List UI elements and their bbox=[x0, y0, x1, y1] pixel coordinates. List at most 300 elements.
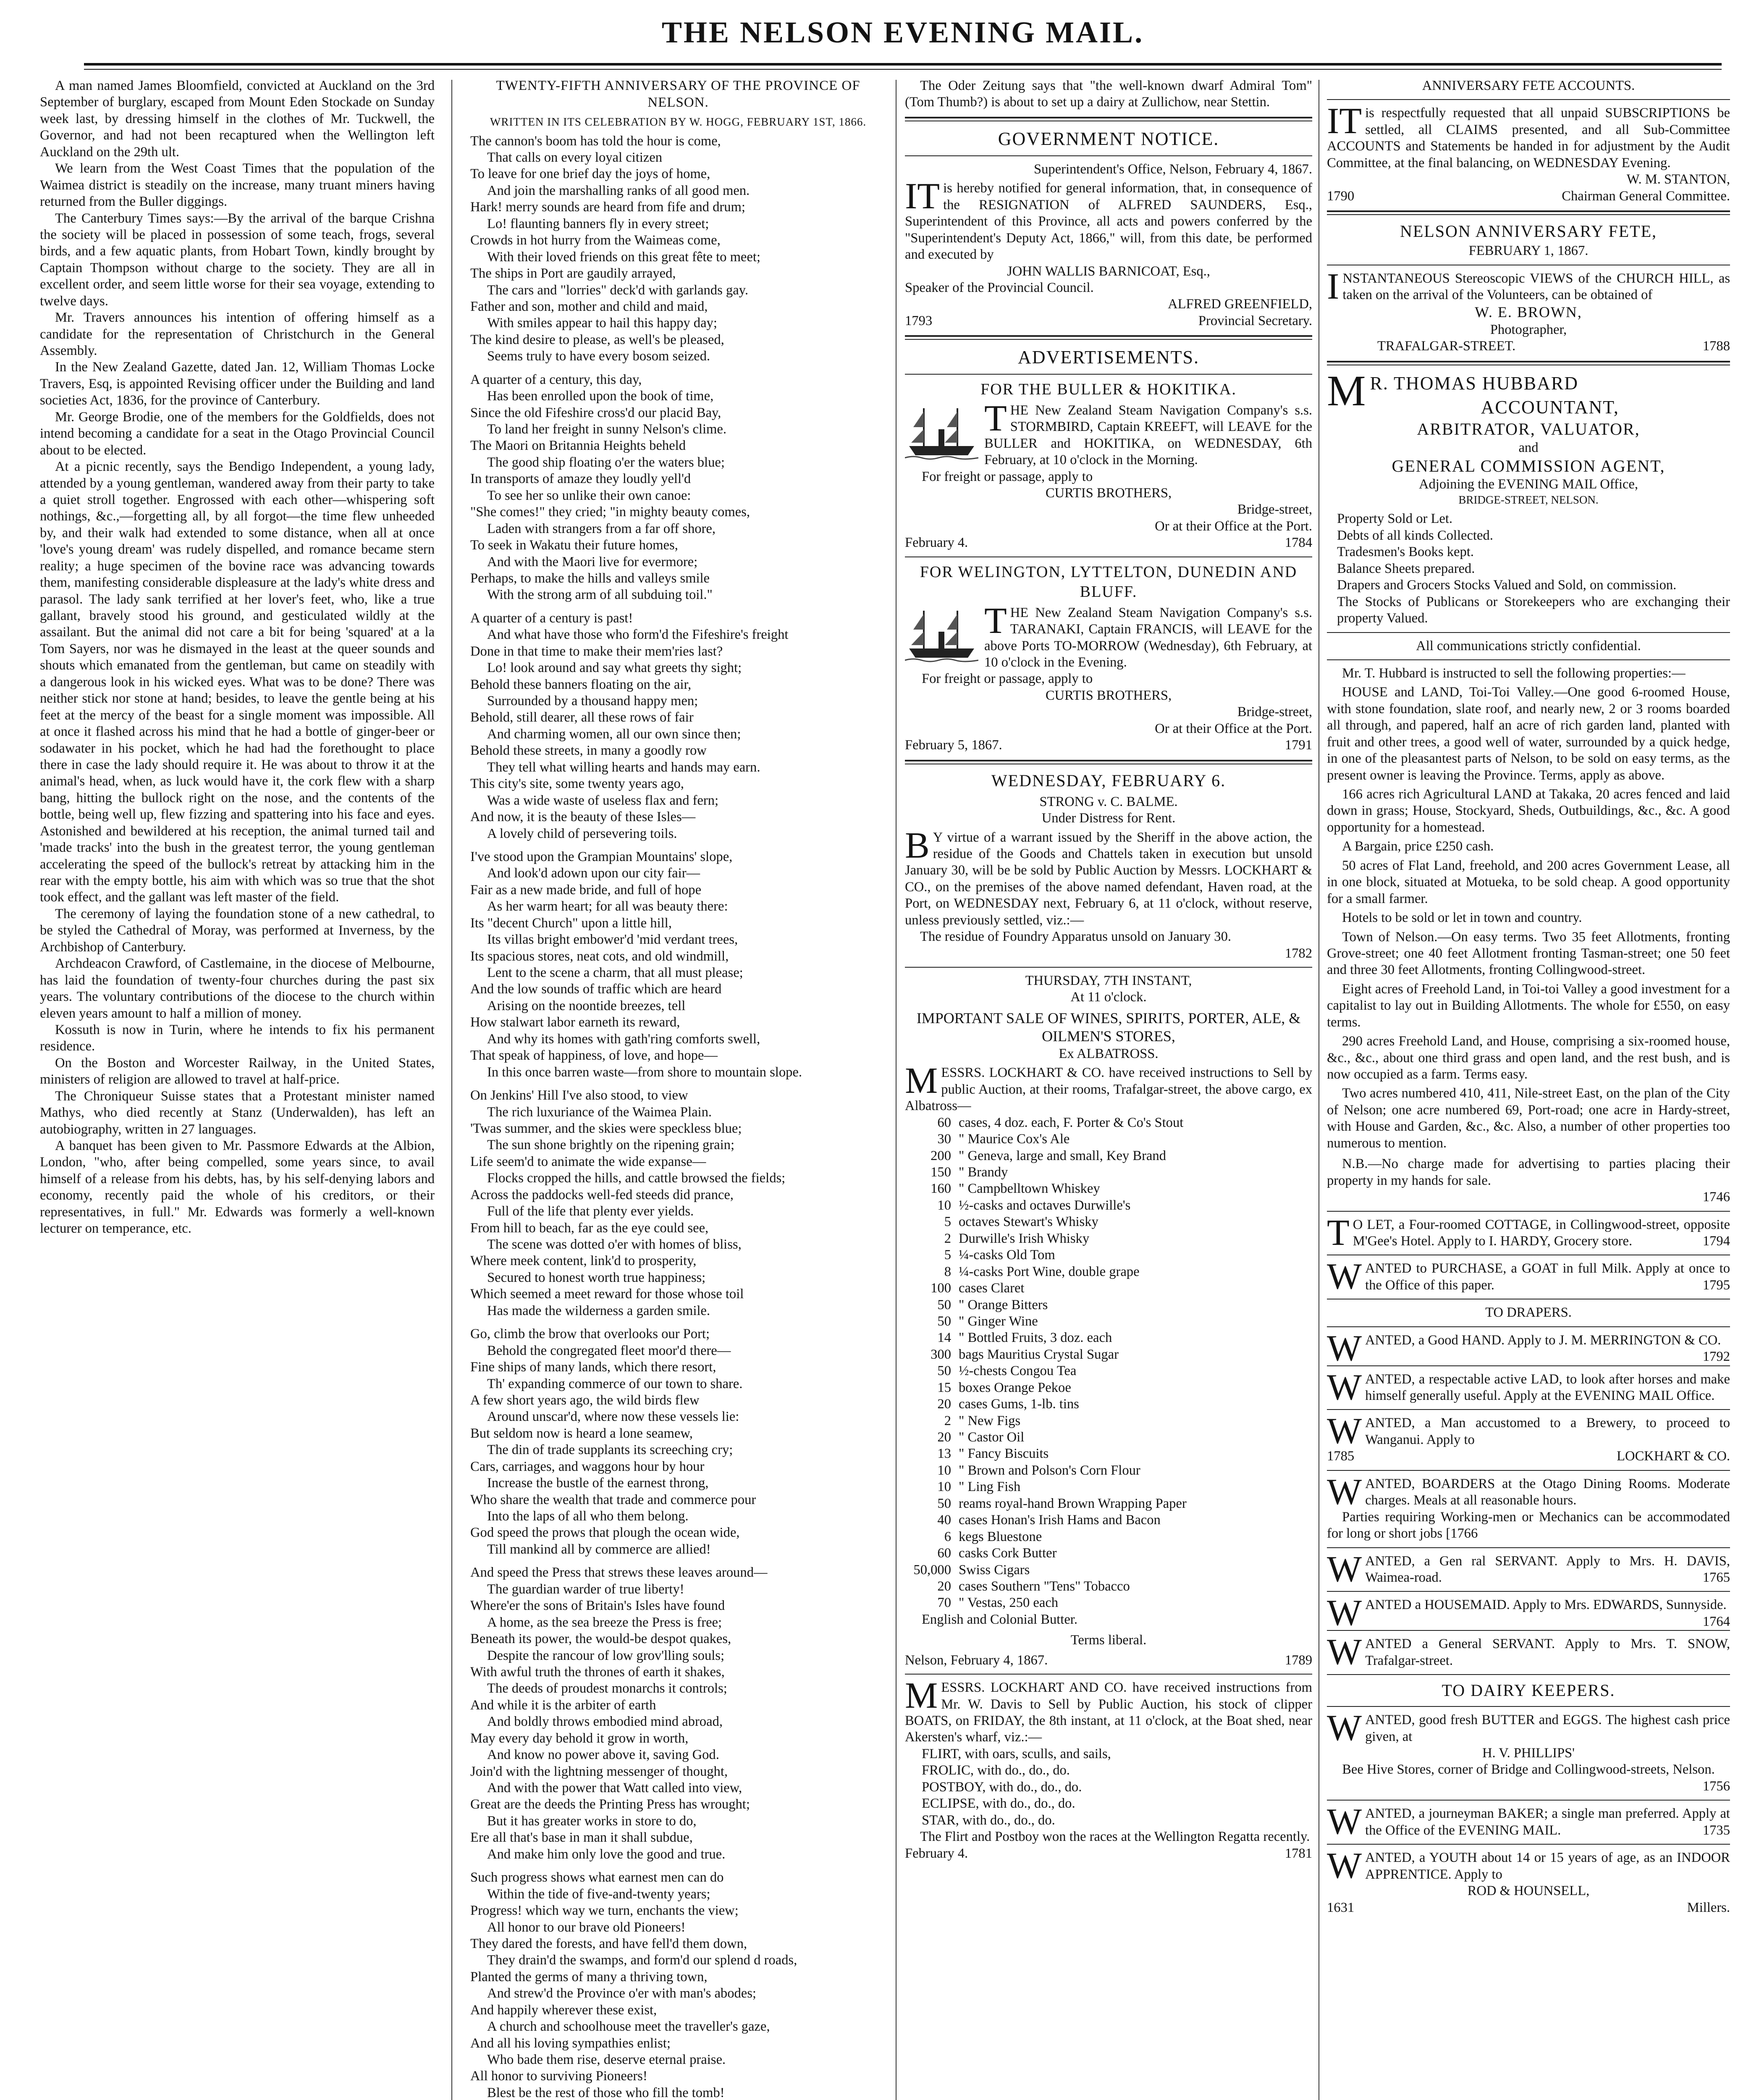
poem-line: The cannon's boom has told the hour is come, bbox=[470, 133, 721, 149]
ad-number: 1735 bbox=[1702, 1822, 1730, 1838]
sale-item-qty: 20 bbox=[937, 1430, 951, 1445]
poem-line: Despite the rancour of low grov'lling souls; bbox=[487, 1648, 725, 1663]
drop-cap: W bbox=[1327, 1549, 1362, 1590]
poem-line: Life seem'd to animate the wide expanse— bbox=[470, 1154, 706, 1169]
poem-line: The sun shone brightly on the ripening grain; bbox=[487, 1137, 735, 1153]
section-rule bbox=[905, 374, 1312, 375]
ad-number: 1756 bbox=[1702, 1778, 1730, 1794]
hubbard-intro: Mr. T. Hubbard is instructed to sell the following properties:— bbox=[1342, 665, 1686, 681]
shipping-ad-stormbird bbox=[905, 398, 1312, 469]
news-paragraph: On the Boston and Worcester Railway, in the United States, ministers of religion are allowed to travel at half-price. bbox=[40, 1055, 435, 1087]
sale-item-qty: 5 bbox=[944, 1214, 951, 1230]
section-rule bbox=[1327, 210, 1730, 215]
shipping-text: HE New Zealand Steam Navigation Company's s.s. TARANAKI, Captain FRANCIS, will LEAVE for the above Ports TO-MORROW (Wednesday), 6th February, at 10 o'clock in the Evening. bbox=[984, 605, 1312, 670]
drop-cap: W bbox=[1327, 1801, 1362, 1843]
poem-line: And speed the Press that strews these leaves around— bbox=[470, 1565, 768, 1580]
stereoscopic-text: NSTANTANEOUS Stereoscopic VIEWS of the CHURCH HILL, as taken on the arrival of the Volunteers, can be obtained of bbox=[1342, 270, 1730, 302]
property-listing: Hotels to be sold or let in town and country. bbox=[1342, 910, 1582, 926]
poem-line: Done in that time to make their mem'ries last? bbox=[470, 643, 723, 659]
poem-line: Cars, carriages, and waggons hour by hour bbox=[470, 1459, 705, 1474]
poem-line: Behold, still dearer, all these rows of fair bbox=[470, 710, 694, 725]
poem-line: Across the paddocks well-fed steeds did prance, bbox=[470, 1187, 734, 1202]
sale-item bbox=[905, 1197, 1312, 1214]
service-item: The Stocks of Publicans or Storekeepers who are exchanging their property Valued. bbox=[1337, 594, 1730, 626]
ad-footer bbox=[1327, 188, 1730, 205]
poem-line: With smiles appear to hail this happy day; bbox=[487, 315, 717, 331]
section-rule bbox=[1327, 1591, 1730, 1592]
sale-item-desc: " Fancy Biscuits bbox=[959, 1446, 1049, 1462]
news-paragraph: The Canterbury Times says:—By the arrival of the barque Crishna the society will be placed in possession of some teach, frogs, several birds, and a few aquatic plants, from Hobart Town, kindly brought by Captain Thompson without charge to the society. They are all in excellent order, and seem little worse for their sea voyage, extending to twelve days. bbox=[40, 210, 435, 309]
poem-line: And while it is the arbiter of earth bbox=[470, 1697, 656, 1713]
section-rule bbox=[1327, 1409, 1730, 1410]
sale-item-desc: reams royal-hand Brown Wrapping Paper bbox=[959, 1496, 1187, 1511]
column-divider bbox=[451, 80, 452, 2100]
drop-cap: M bbox=[905, 1060, 938, 1102]
sale-item-desc: octaves Stewart's Whisky bbox=[959, 1214, 1098, 1230]
gov-text: is hereby notified for general information, that, in consequence of the RESIGNATION of ALFRED SAUNDERS, Esq., Superintendent of this Province, all acts and powers conferred by the "Superintendent's Deputy Act, 1866," will, from this date, be performed and executed by bbox=[905, 181, 1312, 262]
servant-ad bbox=[1327, 1549, 1730, 1590]
butter-text: ANTED, good fresh BUTTER and EGGS. The highest cash price given, at bbox=[1365, 1712, 1730, 1744]
sale-item-qty: 6 bbox=[944, 1529, 951, 1544]
poem-line: Progress! which way we turn, enchants the view; bbox=[470, 1903, 739, 1919]
poem-line: Till mankind all by commerce are allied! bbox=[487, 1541, 711, 1557]
sale-item-desc: " Bottled Fruits, 3 doz. each bbox=[959, 1330, 1112, 1346]
sale-item bbox=[905, 1595, 1312, 1611]
ad-number: 1746 bbox=[1702, 1189, 1730, 1205]
to-let-ad bbox=[1327, 1212, 1730, 1253]
stereoscopic-ad bbox=[1327, 266, 1730, 307]
drop-cap: T bbox=[984, 600, 1007, 641]
poem-line: Such progress shows what earnest men can do bbox=[470, 1870, 724, 1885]
poem-line: Seems truly to have every bosom seized. bbox=[487, 349, 710, 364]
masthead-rule bbox=[84, 63, 1722, 66]
poem-line: Behold the congregated fleet moor'd there— bbox=[487, 1343, 731, 1358]
news-paragraph: The ceremony of laying the foundation stone of a new cathedral, to be styled the Cathedral of Moray, was performed at Inverness, by the Archbishop of Canterbury. bbox=[40, 906, 435, 955]
property-listing: 166 acres rich Agricultural LAND at Takaka, 20 acres fenced and laid down in grass; House, Stockyard, Sheds, Outbuildings, &c., &c. A good opportunity for a homestead. bbox=[1327, 787, 1730, 835]
advertisements-heading: ADVERTISEMENTS. bbox=[1018, 347, 1199, 368]
poem-line: As her warm heart; for all was beauty there: bbox=[487, 899, 728, 914]
property-listing: Eight acres of Freehold Land, in Toi-toi Valley a good investment for a capitalist to lay out in Building Allotments. The whole for £550, on easy terms. bbox=[1327, 981, 1730, 1030]
property-listing: Town of Nelson.—On easy terms. Two 35 feet Allotments, fronting Grove-street; one 40 feet Allotment fronting Tasman-street; one 50 feet and three 30 feet Allotments, fronting Collingwood-street. bbox=[1327, 929, 1730, 978]
goat-ad bbox=[1327, 1256, 1730, 1297]
boarders-text: ANTED, BOARDERS at the Otago Dining Rooms. Moderate charges. Meals at all reasonable hours. bbox=[1365, 1476, 1730, 1508]
photographer-role: Photographer, bbox=[1490, 322, 1567, 337]
shipping-text: HE New Zealand Steam Navigation Company's s.s. STORMBIRD, Captain KREEFT, will LEAVE for the BULLER and HOKITIKA, on WEDNESDAY, 6th February, at 10 o'clock in the Morning. bbox=[984, 402, 1312, 468]
poem-line: And boldly throws embodied mind abroad, bbox=[487, 1714, 723, 1730]
sale-item bbox=[905, 1231, 1312, 1247]
lad-ad bbox=[1327, 1367, 1730, 1408]
poem-line: The good ship floating o'er the waters blue; bbox=[487, 454, 725, 470]
poem-line: I've stood upon the Grampian Mountains' slope, bbox=[470, 849, 733, 864]
poem-line: And with the Maori live for evermore; bbox=[487, 554, 698, 570]
sale-item bbox=[905, 1148, 1312, 1164]
poem-line: Its villas bright embower'd 'mid verdant trees, bbox=[487, 932, 738, 948]
poem-line: Within the tide of five-and-twenty years; bbox=[487, 1886, 710, 1902]
poem-line: The scene was dotted o'er with homes of bliss, bbox=[487, 1237, 742, 1252]
poem-stanza bbox=[470, 1564, 886, 1863]
poem-line: Perhaps, to make the hills and valleys smile bbox=[470, 570, 710, 586]
news-paragraph: Mr. Travers announces his intention of offering himself as a candidate for the representation of Christchurch in the General Assembly. bbox=[40, 310, 435, 358]
poem-line: "She comes!" they cried; "in mighty beauty comes, bbox=[470, 504, 750, 520]
sale-item-desc: bags Mauritius Crystal Sugar bbox=[959, 1347, 1119, 1362]
poem-line: A church and schoolhouse meet the traveller's gaze, bbox=[487, 2019, 770, 2034]
section-rule bbox=[1327, 632, 1730, 633]
sale-item bbox=[905, 1562, 1312, 1578]
sale-item-qty: 2 bbox=[944, 1231, 951, 1246]
sale-item bbox=[905, 1313, 1312, 1330]
auction-residue: The residue of Foundry Apparatus unsold on January 30. bbox=[920, 929, 1232, 945]
section-rule bbox=[1327, 1630, 1730, 1631]
ad-number: 1764 bbox=[1702, 1614, 1730, 1629]
sale-item-desc: kegs Bluestone bbox=[959, 1529, 1042, 1544]
sale-item-qty: 30 bbox=[937, 1131, 951, 1147]
drop-cap: M bbox=[905, 1675, 938, 1717]
boats-text: ESSRS. LOCKHART AND CO. have received instructions from Mr. W. Davis to Sell by Public Auction, his stock of clipper BOATS, on FRIDAY, the 8th instant, at 11 o'clock, at the Boat shed, near Akersten's wharf, viz.:— bbox=[905, 1680, 1312, 1745]
gov-notice-body bbox=[905, 176, 1312, 263]
poem-line: Crowds in hot hurry from the Waimeas come, bbox=[470, 233, 721, 248]
poem-line: 'Twas summer, and the skies were speckless blue; bbox=[470, 1121, 742, 1136]
photographer-name: W. E. BROWN, bbox=[1475, 304, 1582, 321]
sale-item-desc: " Brown and Polson's Corn Flour bbox=[959, 1462, 1140, 1478]
sale-item-qty: 160 bbox=[931, 1181, 951, 1197]
drop-cap: W bbox=[1327, 1256, 1362, 1297]
sale-item bbox=[905, 1363, 1312, 1379]
sale-item bbox=[905, 1479, 1312, 1495]
sale-list-tail: English and Colonial Butter. bbox=[922, 1612, 1078, 1627]
sale-item bbox=[905, 1396, 1312, 1412]
sale-item bbox=[905, 1512, 1312, 1528]
sale-item-qty: 50 bbox=[937, 1496, 951, 1511]
ad-number: [1766 bbox=[1446, 1526, 1478, 1541]
boats-tail: The Flirt and Postboy won the races at the Wellington Regatta recently. bbox=[920, 1829, 1310, 1845]
boats-list bbox=[905, 1746, 1312, 1829]
section-rule bbox=[1327, 1844, 1730, 1845]
stanton-signature: W. M. STANTON, bbox=[1626, 172, 1730, 187]
column-news bbox=[40, 78, 435, 2100]
drop-cap: T bbox=[984, 398, 1007, 439]
sale-item bbox=[905, 1264, 1312, 1280]
poem-line: And strew'd the Province o'er with man's abodes; bbox=[487, 1986, 756, 2001]
poem-line: Has made the wilderness a garden smile. bbox=[487, 1303, 710, 1318]
poem-line: Arising on the noontide breezes, tell bbox=[487, 998, 686, 1013]
sale-item-qty: 300 bbox=[931, 1347, 951, 1362]
auction-time: At 11 o'clock. bbox=[1070, 990, 1147, 1005]
news-paragraph: At a picnic recently, says the Bendigo Independent, a young lady, attended by a young gentleman, wandered away from their party to take a quiet stroll together. Engrossed with each other—whispering soft nothings, &c.,—forgetting all, by all forgot—the time flew unheeded by, and their walk had extended to some distance, when all at once 'love's young dream' was rudely dispelled, and romance became stern reality; a huge specimen of the bovine race was advancing towards them, manifesting considerable displeasure at the lady's white dress and parasol. The lady sank terrified at her lover's feet, who, like a true gallant, bravely stood his ground, and gesticulated wildly at the assailant. But the animal did not care a bit for being 'squared' at a la Tom Sayers, nor was he dismayed in the least at the queer sounds and shouts which emanated from the gentleman, but came on steadily with a dangerous look in his wicked eyes. What was to be done? There was neither stick nor stone at hand; besides, to leave the gentle being at his feet at the mercy of the beast for a single moment was impossible. All at once it flashed across his mind that he had a bottle of ginger-beer or sodawater in his pocket, which he had had the forethought to place there in case the lady should require it. He was about to throw it at the animal's head, when, as luck would have it, the cork flew with a sharp bang, hitting the bullock right on the nose, and the contents of the bottle, being well up, flew fizzing and spattering into his face and eyes. Astonished and bewildered at his reception, the animal turned tail and 'made tracks' into the bush in the greatest terror, the young gentleman accelerating the speed of the bullock's retreat by attacking him in the rear with the empty bottle, his aim with which was so true that the shot took effect, and the gallant was left master of the field. bbox=[40, 459, 435, 905]
sale-item-desc: casks Cork Butter bbox=[959, 1546, 1057, 1561]
masthead bbox=[84, 9, 1722, 72]
agent-office: Or at their Office at the Port. bbox=[1155, 721, 1312, 736]
poem-line: And all his loving sympathies enlist; bbox=[470, 2035, 671, 2051]
sale-item bbox=[905, 1413, 1312, 1429]
ad-number: 1765 bbox=[1702, 1570, 1730, 1585]
government-notice-heading: GOVERNMENT NOTICE. bbox=[998, 128, 1219, 149]
sale-item bbox=[905, 1214, 1312, 1230]
news-paragraph: The Chroniqueur Suisse states that a Protestant minister named Mathys, who died recently at Stanz (Underwalden), has left an autobiography, written in 27 languages. bbox=[40, 1088, 435, 1137]
service-item: Debts of all kinds Collected. bbox=[1337, 528, 1493, 543]
poem-line: The cars and "lorries" deck'd with garlands gay. bbox=[487, 282, 748, 298]
ad-number: 1794 bbox=[1702, 1233, 1730, 1249]
shipping-heading-buller: FOR THE BULLER & HOKITIKA. bbox=[980, 381, 1237, 399]
poem-line: Th' expanding commerce of our town to share. bbox=[487, 1376, 743, 1391]
poem-line: Fair as a new made bride, and full of hope bbox=[470, 882, 702, 898]
poem-line: They dared the forests, and have fell'd them down, bbox=[470, 1936, 747, 1951]
sale-item-desc: cases, 4 doz. each, F. Porter & Co's Stout bbox=[959, 1115, 1184, 1130]
sale-item-qty: 150 bbox=[931, 1165, 951, 1180]
sale-item-qty: 100 bbox=[931, 1281, 951, 1296]
poem-line: And join the marshalling ranks of all good men. bbox=[487, 183, 750, 198]
property-listing: HOUSE and LAND, Toi-Toi Valley.—One good 6-roomed House, with stone foundation, slate roof, and nearly new, 2 or 3 rooms boarded all through, and papered, half an acre of rich garden land, planted with fruit and other trees, a good well of water, surrounded by a quick hedge, in one of the pleasantest parts of Nelson, to be sold on easy terms, as the present owner is leaving the Province. Terms, apply as above. bbox=[1327, 685, 1730, 783]
hubbard-confidential: All communications strictly confidential. bbox=[1416, 638, 1641, 654]
hubbard-arbitrator: ARBITRATOR, VALUATOR, bbox=[1417, 420, 1640, 439]
signatory-role: Chairman General Committee. bbox=[1562, 188, 1730, 204]
poem-line: And charming women, all our own since then; bbox=[487, 726, 741, 742]
poem-line: Surrounded by a thousand happy men; bbox=[487, 693, 698, 709]
poem-line: The ships in Port are gaudily arrayed, bbox=[470, 266, 676, 281]
sale-item bbox=[905, 1297, 1312, 1313]
sale-item-desc: " New Figs bbox=[959, 1413, 1021, 1428]
housemaid-text: ANTED a HOUSEMAID. Apply to Mrs. EDWARDS, Sunnyside. bbox=[1365, 1597, 1727, 1613]
poem-line: To leave for one brief day the joys of home, bbox=[470, 166, 710, 182]
ad-number: 1781 bbox=[1285, 1845, 1312, 1861]
section-rule bbox=[1327, 1470, 1730, 1471]
sale-item-qty: 13 bbox=[937, 1446, 951, 1462]
ad-number: 1782 bbox=[1285, 945, 1312, 961]
poem-line: The kind desire to please, as well's be pleased, bbox=[470, 332, 724, 347]
service-item: Tradesmen's Books kept. bbox=[1337, 544, 1474, 560]
photographer-address: TRAFALGAR-STREET. bbox=[1377, 339, 1516, 354]
sale-item bbox=[905, 1347, 1312, 1363]
sale-item-desc: " Campbelltown Whiskey bbox=[959, 1181, 1100, 1197]
general-servant-ad bbox=[1327, 1632, 1730, 1673]
poem-line: The deeds of proudest monarchs it controls; bbox=[487, 1681, 727, 1696]
drop-cap: W bbox=[1327, 1328, 1362, 1369]
agent-office: Or at their Office at the Port. bbox=[1155, 518, 1312, 534]
drapers-heading: TO DRAPERS. bbox=[1485, 1305, 1572, 1320]
sale-item-desc: ¼-casks Port Wine, double grape bbox=[959, 1264, 1140, 1279]
sale-item-qty: 10 bbox=[937, 1197, 951, 1213]
poem-line: Lo! flaunting banners fly in every street; bbox=[487, 216, 709, 231]
property-listing: A Bargain, price £250 cash. bbox=[1342, 839, 1494, 854]
poem-line: The Maori on Britannia Heights beheld bbox=[470, 438, 686, 454]
poem-title: TWENTY-FIFTH ANNIVERSARY OF THE PROVINCE OF NELSON. bbox=[496, 78, 860, 110]
sale-item bbox=[905, 1247, 1312, 1263]
poem-line: All honor to surviving Pioneers! bbox=[470, 2068, 648, 2084]
sale-title: IMPORTANT SALE OF WINES, SPIRITS, PORTER, ALE, & OILMEN'S STORES, bbox=[916, 1009, 1301, 1045]
hubbard-name: R. THOMAS HUBBARD bbox=[1370, 373, 1578, 394]
poem-stanza bbox=[470, 1087, 886, 1319]
poem-line: And happily wherever these exist, bbox=[470, 2002, 657, 2018]
section-rule bbox=[1327, 1547, 1730, 1548]
drop-cap: W bbox=[1327, 1471, 1362, 1512]
ad-date: February 4. bbox=[905, 535, 968, 551]
poem-line: But seldom now is heard a lone seamew, bbox=[470, 1425, 693, 1441]
news-paragraph: In the New Zealand Gazette, dated Jan. 12, William Thomas Locke Travers, Esq, is appointed Revising officer under the Building and land societies Act, 1836, for the province of Canterbury. bbox=[40, 360, 435, 408]
sale-item-qty: 60 bbox=[937, 1546, 951, 1561]
sale-item-qty: 70 bbox=[937, 1595, 951, 1611]
section-rule bbox=[905, 556, 1312, 557]
sale-item-qty: 10 bbox=[937, 1479, 951, 1495]
sale-item-qty: 50 bbox=[937, 1297, 951, 1312]
section-rule bbox=[905, 1674, 1312, 1675]
poem-line: And know no power above it, saving God. bbox=[487, 1747, 719, 1763]
shipping-heading-wellington: FOR WELINGTON, LYTTELTON, DUNEDIN AND BLUFF. bbox=[920, 563, 1298, 601]
poem-line: A quarter of a century is past! bbox=[470, 610, 633, 626]
boat-item: STAR, with do., do., do. bbox=[922, 1812, 1055, 1828]
drop-cap: T bbox=[1327, 1212, 1350, 1253]
poem-line: Who bade them rise, deserve eternal praise. bbox=[487, 2052, 726, 2068]
poem-line: The rich luxuriance of the Waimea Plain. bbox=[487, 1104, 712, 1120]
poem-line: And the low sounds of traffic which are heard bbox=[470, 982, 722, 997]
poem-line: But it has greater works in store to do, bbox=[487, 1813, 697, 1829]
sale-item-qty: 15 bbox=[937, 1380, 951, 1395]
hubbard-nb: N.B.—No charge made for advertising to parties placing their property in my hands for sale. bbox=[1327, 1156, 1730, 1188]
boat-item: FLIRT, with oars, sculls, and sails, bbox=[922, 1746, 1111, 1761]
sale-item bbox=[905, 1115, 1312, 1131]
ad-footer bbox=[905, 535, 1312, 551]
poem-line: Its spacious stores, neat cots, and old windmill, bbox=[470, 948, 729, 964]
boarders-text-2-content: Parties requiring Working-men or Mechanics can be accommodated for long or short jobs bbox=[1327, 1509, 1730, 1541]
poem-line: Join'd with the lightning messenger of thought, bbox=[470, 1764, 728, 1779]
sale-item-qty: 50 bbox=[937, 1363, 951, 1379]
sale-item-desc: " Ginger Wine bbox=[959, 1313, 1038, 1329]
poem-line: Around unscar'd, where now these vessels lie: bbox=[487, 1409, 739, 1425]
section-rule bbox=[1327, 1211, 1730, 1212]
ad-number: 1631 bbox=[1327, 1900, 1355, 1915]
sale-item-list bbox=[905, 1115, 1312, 1612]
property-listing: 50 acres of Flat Land, freehold, and 200 acres Government Lease, all in one block, situated at Motueka, to be sold cheap. A good opportunity for a small farmer. bbox=[1327, 858, 1730, 906]
ad-number: 1795 bbox=[1702, 1277, 1730, 1293]
column-advertisements bbox=[1327, 78, 1730, 2100]
poem-line: A home, as the sea breeze the Press is free; bbox=[487, 1614, 722, 1630]
poem-line: And why its homes with gath'ring comforts swell, bbox=[487, 1031, 760, 1047]
sale-item-desc: boxes Orange Pekoe bbox=[959, 1380, 1071, 1395]
drop-cap: W bbox=[1327, 1411, 1362, 1452]
ad-number: 1784 bbox=[1285, 535, 1312, 551]
sale-terms: Terms liberal. bbox=[1070, 1633, 1147, 1648]
poem-line: To see her so unlike their own canoe: bbox=[487, 488, 691, 503]
poem-stanza bbox=[470, 372, 886, 604]
sale-item-qty: 40 bbox=[937, 1512, 951, 1528]
poem-line: Who share the wealth that trade and commerce pour bbox=[470, 1492, 756, 1507]
ad-date: February 4. bbox=[905, 1845, 968, 1861]
poem-stanza bbox=[470, 849, 886, 1081]
brewery-signature: LOCKHART & CO. bbox=[1617, 1449, 1730, 1464]
agent-street: Bridge-street, bbox=[1237, 704, 1312, 720]
auction-heading-thursday: THURSDAY, 7TH INSTANT, bbox=[1025, 973, 1192, 988]
poem-line: May every day behold it grow in worth, bbox=[470, 1730, 689, 1746]
auction-text: Y virtue of a warrant issued by the Sheriff in the above action, the residue of the Goods and Chattels taken in execution but unsold January 30, will be be sold by Public Auction by Messrs. LOCKHART & CO., on the premises of the above named defendant, Haven road, at the Port, on WEDNESDAY next, February 6, at 11 o'clock, without reserve, unless previously settled, viz.:— bbox=[905, 830, 1312, 928]
drop-cap: W bbox=[1327, 1367, 1362, 1408]
poem-line: From hill to beach, far as the eye could see, bbox=[470, 1220, 709, 1236]
sale-item-desc: " Castor Oil bbox=[959, 1430, 1025, 1445]
poem-stanza bbox=[470, 1326, 886, 1558]
hubbard-commission-agent: GENERAL COMMISSION AGENT, bbox=[1392, 457, 1665, 475]
drop-cap: W bbox=[1327, 1845, 1362, 1887]
poem-line: With awful truth the thrones of earth it shakes, bbox=[470, 1664, 725, 1680]
auction-notice-body bbox=[905, 825, 1312, 929]
sale-item bbox=[905, 1280, 1312, 1297]
sale-item bbox=[905, 1131, 1312, 1147]
news-paragraph: We learn from the West Coast Times that the population of the Waimea district is steadily on the increase, many truant miners having returned from the Buller diggings. bbox=[40, 161, 435, 210]
youth-ad bbox=[1327, 1845, 1730, 1887]
sale-item-qty: 2 bbox=[944, 1413, 951, 1428]
poem-line: The din of trade supplants its screeching cry; bbox=[487, 1442, 733, 1458]
shipping-ad-taranaki bbox=[905, 600, 1312, 671]
sale-item-desc: ¼-casks Old Tom bbox=[959, 1247, 1055, 1263]
poem-line: Has been enrolled upon the book of time, bbox=[487, 388, 714, 404]
hubbard-accountant: ACCOUNTANT, bbox=[1481, 396, 1619, 417]
sale-item bbox=[905, 1578, 1312, 1595]
drop-cap: M bbox=[1327, 366, 1366, 415]
poem-line: Where meek content, link'd to prosperity, bbox=[470, 1253, 697, 1269]
poem-line: Where'er the sons of Britain's Isles have found bbox=[470, 1598, 725, 1614]
ad-number: 1792 bbox=[1702, 1349, 1730, 1365]
news-paragraph: Kossuth is now in Turin, where he intends to fix his permanent residence. bbox=[40, 1022, 435, 1054]
poem-line: A quarter of a century, this day, bbox=[470, 372, 642, 387]
sale-item-desc: " Brandy bbox=[959, 1165, 1008, 1180]
phillips-name: H. V. PHILLIPS' bbox=[1482, 1746, 1575, 1761]
agent-street: Bridge-street, bbox=[1237, 502, 1312, 517]
agent-name: CURTIS BROTHERS, bbox=[1045, 688, 1172, 703]
poem-line: All honor to our brave old Pioneers! bbox=[487, 1919, 686, 1935]
sale-item-qty: 14 bbox=[937, 1330, 951, 1346]
sale-item-qty: 50,000 bbox=[913, 1562, 951, 1578]
sale-item bbox=[905, 1164, 1312, 1181]
property-listing: 290 acres Freehold Land, and House, comprising a six-roomed house, &c., &c., about one third grass and open land, and the rest bush, and is now occupied as a farm. Terms easy. bbox=[1327, 1034, 1730, 1082]
poem-line: That speak of happiness, of love, and hope— bbox=[470, 1048, 718, 1063]
hubbard-location: Adjoining the EVENING MAIL Office, bbox=[1418, 477, 1638, 492]
poem-line: And with the power that Watt called into view, bbox=[487, 1780, 742, 1796]
sale-item-qty: 20 bbox=[937, 1396, 951, 1412]
service-item: Balance Sheets prepared. bbox=[1337, 561, 1475, 576]
poem-line: Go, climb the brow that overlooks our Port; bbox=[470, 1326, 710, 1342]
drop-cap: B bbox=[905, 825, 930, 866]
poem-stanza bbox=[470, 133, 886, 365]
sale-item-desc: " Maurice Cox's Ale bbox=[959, 1131, 1070, 1147]
poem-line: On Jenkins' Hill I've also stood, to view bbox=[470, 1088, 688, 1103]
boat-item: POSTBOY, with do., do., do. bbox=[922, 1779, 1082, 1795]
lad-text: ANTED, a respectable active LAD, to look after horses and make himself generally useful. Apply at the EVENING MAIL Office. bbox=[1365, 1371, 1730, 1404]
butter-ad bbox=[1327, 1708, 1730, 1749]
sale-item-desc: cases Honan's Irish Hams and Bacon bbox=[959, 1512, 1161, 1528]
goat-text: ANTED to PURCHASE, a GOAT in full Milk. Apply at once to the Office of this paper. bbox=[1365, 1261, 1730, 1293]
hubbard-address: BRIDGE-STREET, NELSON. bbox=[1458, 493, 1599, 506]
sale-item-desc: cases Gums, 1-lb. tins bbox=[959, 1396, 1079, 1412]
drop-cap: IT bbox=[905, 176, 940, 217]
sale-item-qty: 10 bbox=[937, 1462, 951, 1478]
column-divider bbox=[896, 80, 897, 2100]
property-listing: Two acres numbered 410, 411, Nile-street East, on the plan of the City of Nelson; one acre numbered 69, Port-road; one acre in Hardy-street, with House and Garden, &c., &c. Also, a number of other properties too numerous to mention. bbox=[1327, 1086, 1730, 1151]
poem-stanza bbox=[470, 1869, 886, 2100]
boarders-text-2 bbox=[1327, 1509, 1730, 1542]
gov-name: JOHN WALLIS BARNICOAT, Esq., bbox=[1007, 263, 1210, 279]
poem-line: Father and son, mother and child and maid, bbox=[470, 299, 708, 314]
sale-item bbox=[905, 1446, 1312, 1462]
ad-footer bbox=[905, 1845, 1312, 1862]
poem-line: In this once barren waste—from shore to mountain slope. bbox=[487, 1064, 802, 1080]
sale-item-qty: 60 bbox=[937, 1115, 951, 1130]
poem-line: Was a wide waste of useless flax and fern; bbox=[487, 793, 719, 808]
poem-line: In transports of amaze they loudly yell'd bbox=[470, 471, 691, 487]
agent-name: CURTIS BROTHERS, bbox=[1045, 485, 1172, 501]
section-rule bbox=[1327, 1326, 1730, 1327]
sale-item-qty: 8 bbox=[944, 1264, 951, 1279]
sale-item bbox=[905, 1462, 1312, 1479]
poem-line: God speed the prows that plough the ocean wide, bbox=[470, 1525, 740, 1541]
good-hand-text: ANTED, a Good HAND. Apply to J. M. MERRINGTON & CO. bbox=[1365, 1332, 1721, 1348]
poem-line: Laden with strangers from a far off shore, bbox=[487, 521, 716, 536]
sale-item bbox=[905, 1429, 1312, 1446]
